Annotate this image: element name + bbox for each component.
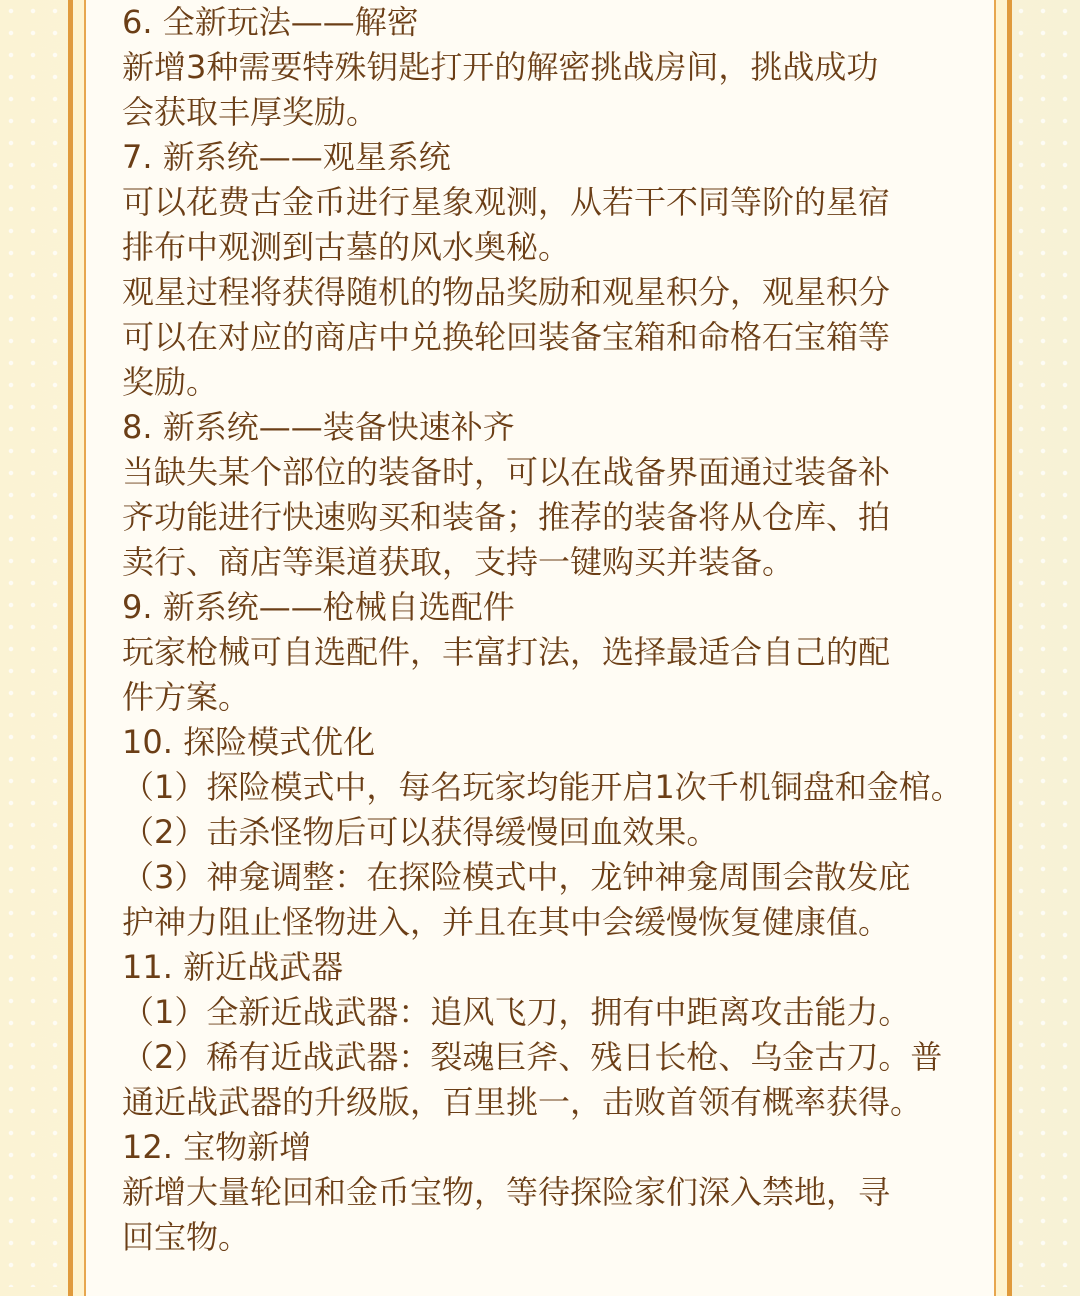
section-7 [122,135,988,405]
background-dots-left [0,0,70,1287]
text-line: 件方案。 [122,678,251,716]
section-11 [122,945,988,1125]
text-line: 会获取丰厚奖励。 [122,93,379,131]
text-line: 通近战武器的升级版，百里挑一，击败首领有概率获得。 [122,1083,923,1121]
text-line: 观星过程将获得随机的物品奖励和观星积分，观星积分 [122,273,891,311]
section-8 [122,405,988,585]
text-line: 新增3种需要特殊钥匙打开的解密挑战房间，挑战成功 [122,48,879,86]
text-line: 回宝物。 [122,1218,251,1256]
text-line: 奖励。 [122,363,219,401]
section-heading: 9. 新系统——枪械自选配件 [122,588,515,626]
section-heading: 11. 新近战武器 [122,948,344,986]
text-line: 新增大量轮回和金币宝物，等待探险家们深入禁地，寻 [122,1173,891,1211]
text-line: 可以花费古金币进行星象观测，从若干不同等阶的星宿 [122,183,891,221]
text-line: （1）探险模式中，每名玩家均能开启1次千机铜盘和金棺。 [122,768,963,806]
text-line: （3）神龛调整：在探险模式中，龙钟神龛周围会散发庇 [122,858,911,896]
text-line: 当缺失某个部位的装备时，可以在战备界面通过装备补 [122,453,891,491]
section-heading: 10. 探险模式优化 [122,723,376,761]
text-line: 护神力阻止怪物进入，并且在其中会缓慢恢复健康值。 [122,903,891,941]
section-9 [122,585,988,720]
text-line: （1）全新近战武器：追风飞刀，拥有中距离攻击能力。 [122,993,911,1031]
section-heading: 7. 新系统——观星系统 [122,138,451,176]
section-10 [122,720,988,945]
text-line: （2）击杀怪物后可以获得缓慢回血效果。 [122,813,719,851]
background-dots-right [1010,0,1080,1287]
text-line: （2）稀有近战武器：裂魂巨斧、残日长枪、乌金古刀。普 [122,1038,943,1076]
text-line: 卖行、商店等渠道获取，支持一键购买并装备。 [122,543,795,581]
section-12 [122,1125,988,1260]
section-heading: 12. 宝物新增 [122,1128,312,1166]
text-line: 齐功能进行快速购买和装备；推荐的装备将从仓库、拍 [122,498,891,536]
section-heading: 6. 全新玩法——解密 [122,3,419,41]
section-6 [122,0,988,135]
text-line: 可以在对应的商店中兑换轮回装备宝箱和命格石宝箱等 [122,318,891,356]
section-heading: 8. 新系统——装备快速补齐 [122,408,515,446]
text-line: 玩家枪械可自选配件，丰富打法，选择最适合自己的配 [122,633,891,671]
update-notes [122,0,988,1260]
text-line: 排布中观测到古墓的风水奥秘。 [122,228,571,266]
